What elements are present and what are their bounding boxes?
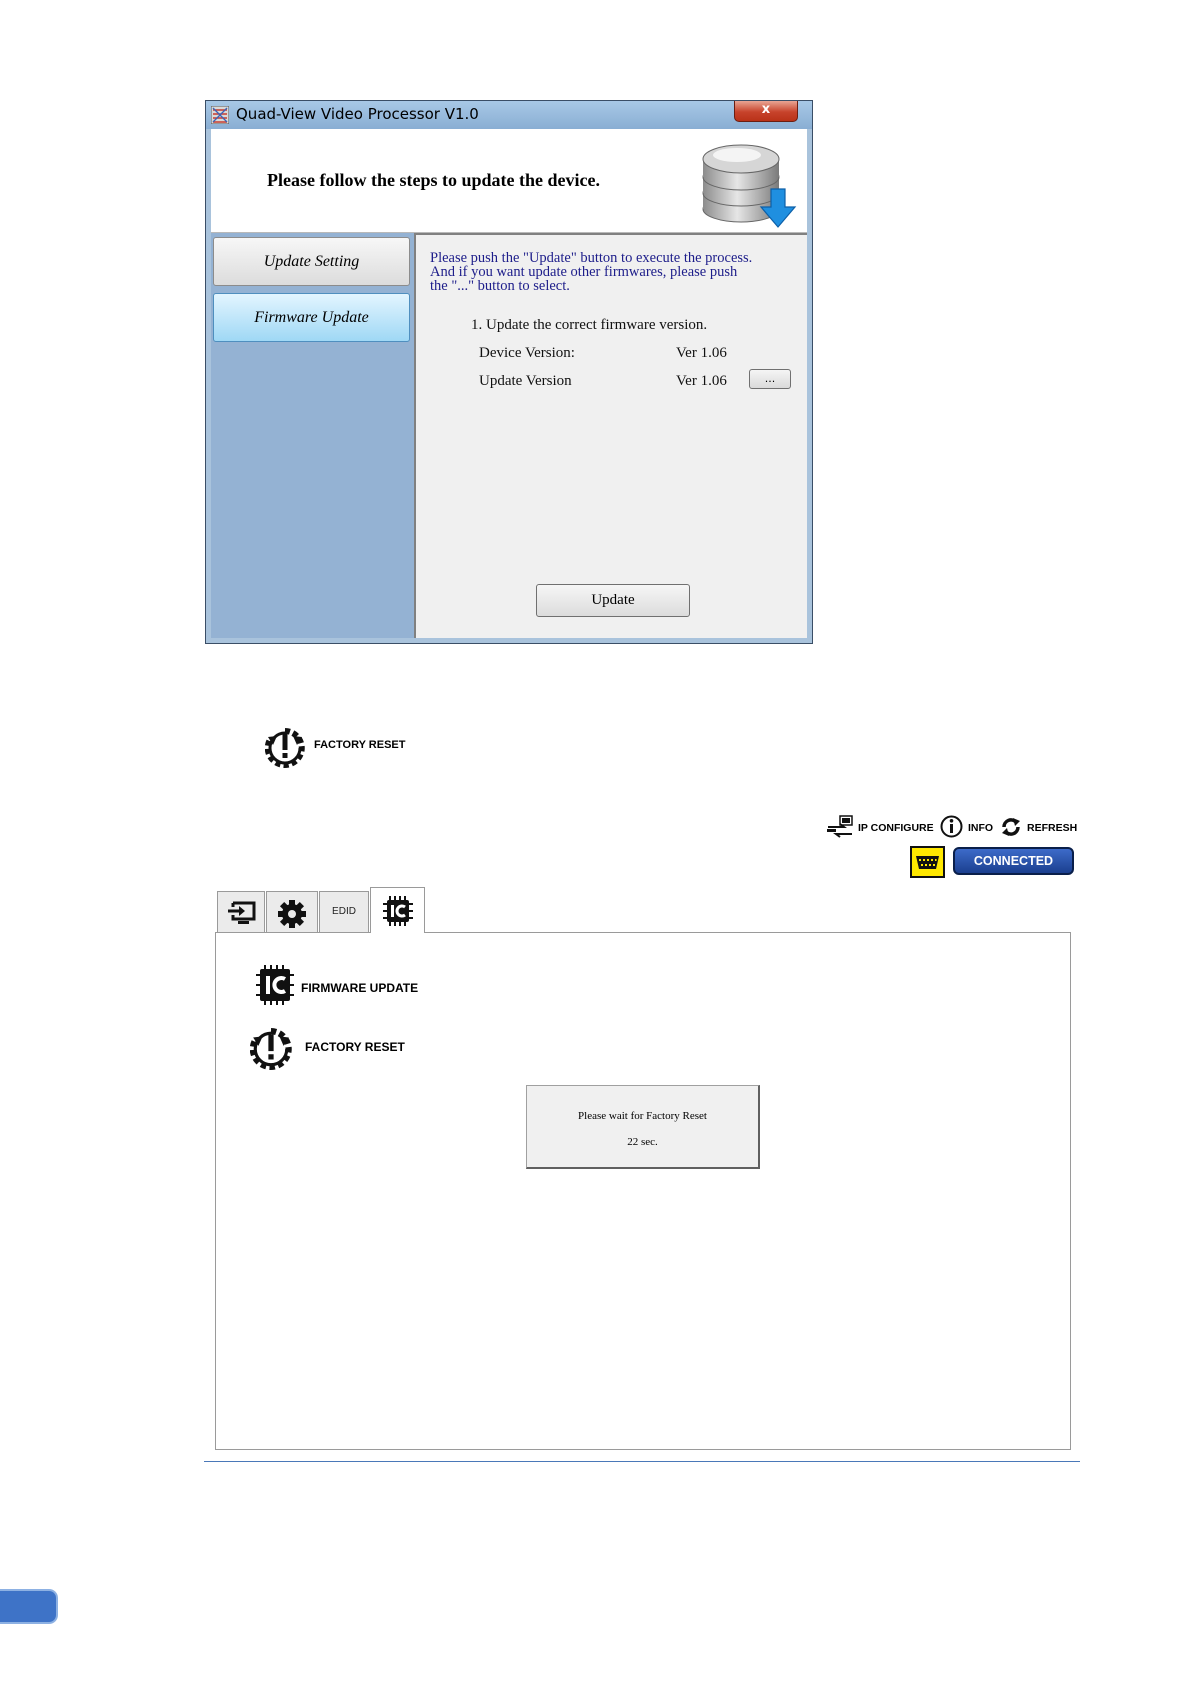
- wait-message: Please wait for Factory Reset: [578, 1110, 707, 1122]
- tab-firmware[interactable]: [370, 887, 425, 933]
- window-sidebar: [211, 233, 414, 638]
- nav-firmware-update-button[interactable]: Firmware Update: [213, 293, 410, 342]
- ip-configure-link[interactable]: IP CONFIGURE: [858, 822, 934, 834]
- factory-reset-heading: FACTORY RESET: [314, 739, 406, 751]
- serial-port-icon: [916, 856, 939, 869]
- window-main-panel: [414, 233, 807, 638]
- update-version-value: Ver 1.06: [676, 373, 727, 389]
- factory-reset-wait-dialog: [526, 1085, 760, 1169]
- window-client: [211, 129, 807, 638]
- chip-icon: [383, 896, 413, 926]
- firmware-update-heading[interactable]: FIRMWARE UPDATE: [301, 981, 419, 995]
- refresh-link[interactable]: REFRESH: [1027, 822, 1078, 834]
- intro-line: the "..." button to select.: [430, 278, 570, 294]
- input-icon: [227, 900, 257, 926]
- header-instruction: Please follow the steps to update the device.: [267, 170, 600, 190]
- intro-line: And if you want update other firmwares, please push: [430, 264, 738, 280]
- tab-settings[interactable]: [266, 891, 318, 932]
- app-window: [205, 100, 813, 644]
- update-button[interactable]: Update: [536, 584, 690, 617]
- tab-input[interactable]: [217, 891, 265, 932]
- browse-firmware-button[interactable]: ...: [749, 369, 791, 389]
- info-link[interactable]: INFO: [968, 822, 994, 834]
- nav-update-setting-button[interactable]: Update Setting: [213, 237, 410, 286]
- top-toolbar: [0, 815, 1192, 839]
- database-download-icon: [697, 137, 797, 231]
- intro-text: [430, 251, 790, 293]
- info-icon[interactable]: [940, 815, 963, 838]
- app-logo-icon: [211, 106, 229, 124]
- factory-reset-icon: [250, 1028, 292, 1070]
- page-number-tab: [0, 1589, 58, 1624]
- firmware-panel: [215, 932, 1071, 1450]
- wait-countdown: 22 sec.: [627, 1136, 658, 1148]
- device-version-value: Ver 1.06: [676, 345, 727, 361]
- tab-edid[interactable]: EDID: [319, 891, 369, 932]
- update-version-label: Update Version: [479, 373, 572, 389]
- factory-reset-link[interactable]: FACTORY RESET: [305, 1040, 405, 1054]
- device-version-label: Device Version:: [479, 345, 575, 361]
- factory-reset-icon: [265, 728, 305, 768]
- firmware-chip-icon: [256, 965, 294, 1005]
- footer-divider: [204, 1461, 1080, 1462]
- intro-line: Please push the "Update" button to execute the process.: [430, 250, 753, 266]
- ip-configure-icon[interactable]: [826, 815, 854, 839]
- connected-status-button[interactable]: CONNECTED: [953, 847, 1074, 875]
- window-header: [211, 129, 807, 233]
- window-title: Quad-View Video Processor V1.0: [236, 105, 479, 123]
- window-title-bar: [206, 101, 812, 129]
- serial-port-badge[interactable]: [910, 846, 945, 878]
- step-title: 1. Update the correct firmware version.: [471, 317, 708, 333]
- gear-icon: [277, 899, 307, 929]
- refresh-icon[interactable]: [1000, 816, 1022, 838]
- window-close-button[interactable]: x: [734, 101, 798, 122]
